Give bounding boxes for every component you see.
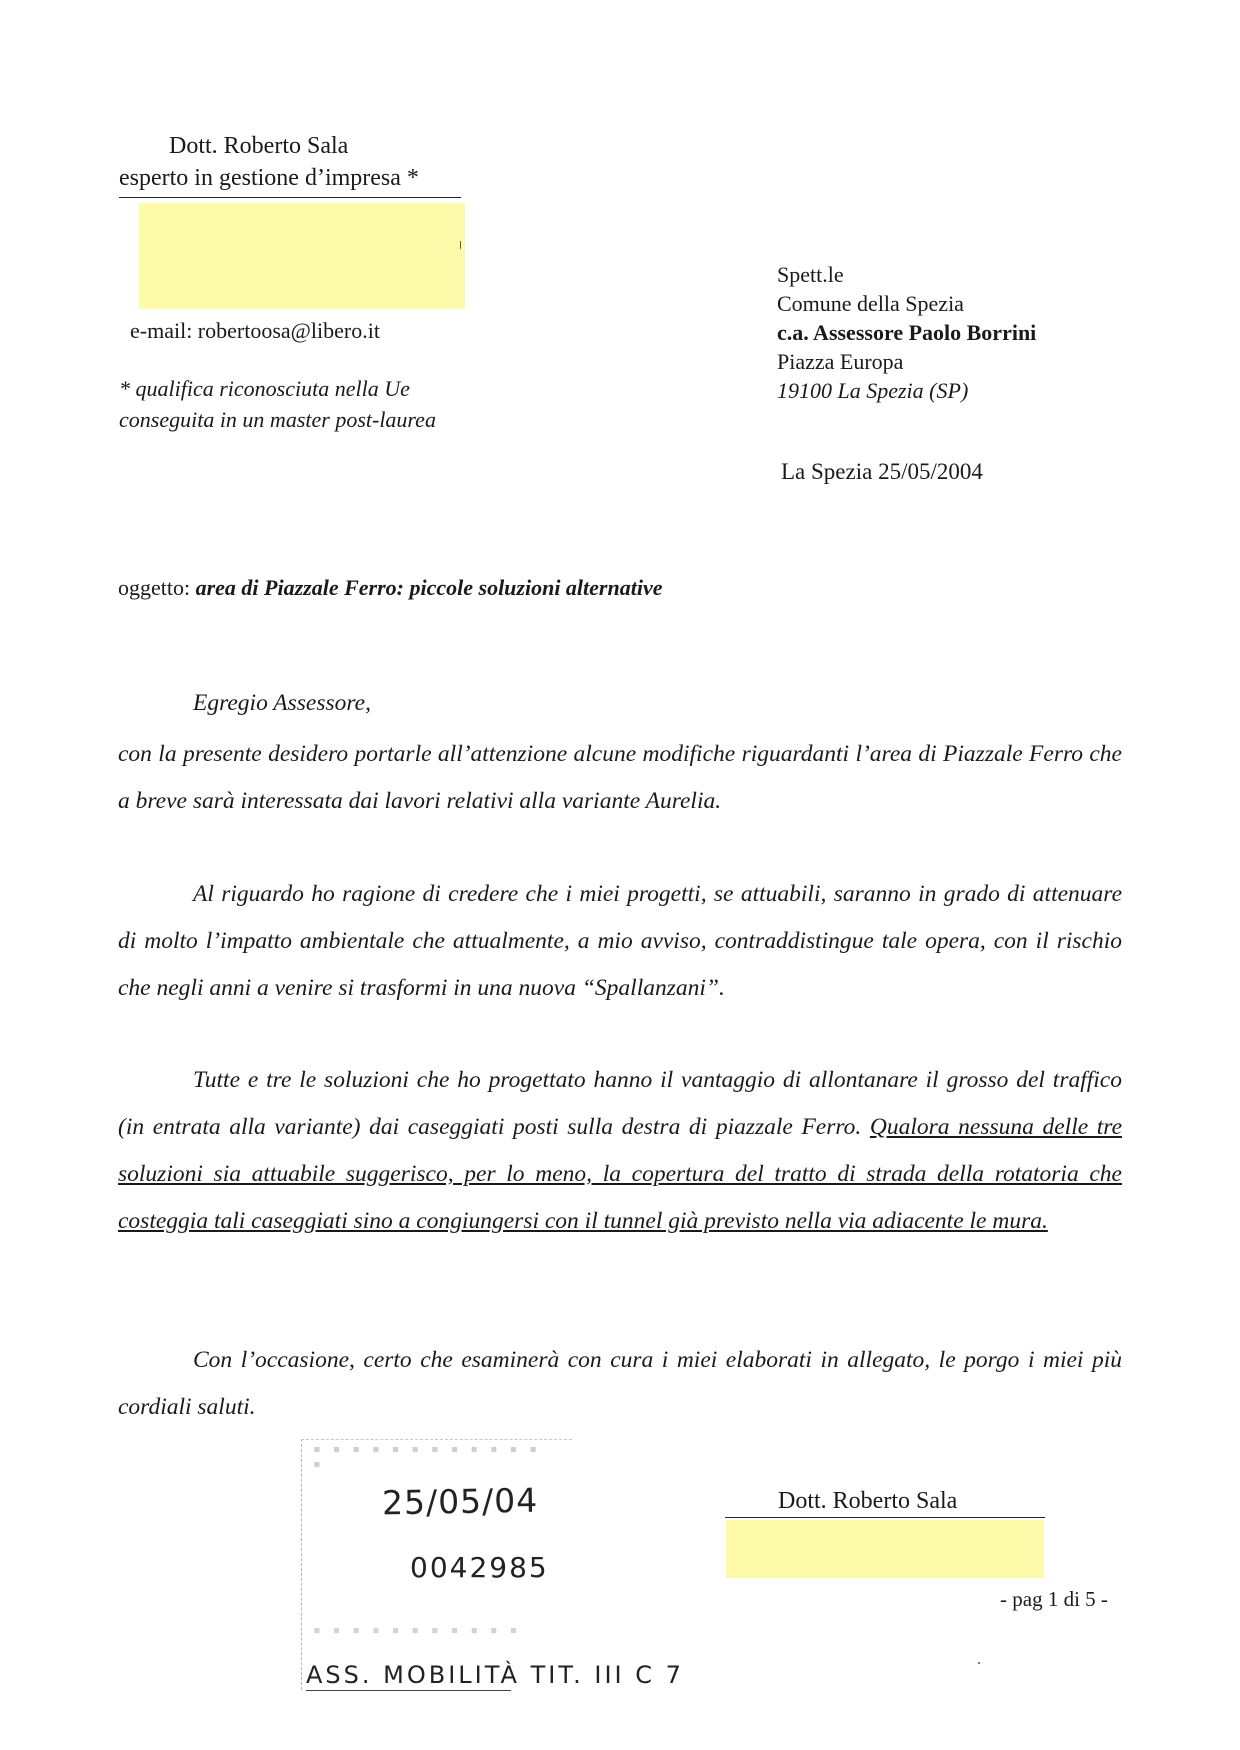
signature-name: Dott. Roberto Sala bbox=[778, 1488, 958, 1514]
subject-line bbox=[118, 575, 662, 601]
qualifica-line-1: * qualifica riconosciuta nella Ue bbox=[119, 376, 410, 401]
stamp-faint-footer: ▪ ▪ ▪ ▪ ▪ ▪ ▪ ▪ ▪ ▪ ▪ bbox=[313, 1623, 520, 1638]
body-paragraph-1: con la presente desidero portarle all’attenzione alcune modifiche riguardanti l’area di Piazzale Ferro che a breve sarà interessata dai lavori relativi alla variante Aurelia. bbox=[118, 741, 1122, 814]
letter-date: La Spezia 25/05/2004 bbox=[781, 459, 983, 484]
scan-speck bbox=[460, 241, 461, 249]
stamp-protocol-number: 0042985 bbox=[410, 1551, 549, 1584]
redaction-box-address bbox=[139, 203, 465, 309]
recipient-line-4: Piazza Europa bbox=[777, 349, 904, 374]
sender-title-underline bbox=[119, 197, 461, 198]
body-paragraph-3-underlined: Qualora nessuna delle tre soluzioni sia attuabile suggerisco, per lo meno, la copertura del tratto di strada della rotatoria che costeggia tali caseggiati sino a congiungersi con il tunnel già previsto nella via adiacente le mura. bbox=[118, 1114, 1122, 1234]
greeting: Egregio Assessore, bbox=[193, 690, 371, 716]
recipient-line-1: Spett.le bbox=[777, 262, 844, 287]
sender-email: e-mail: robertoosa@libero.it bbox=[130, 318, 380, 343]
stamp-handwritten-underline bbox=[306, 1690, 511, 1691]
recipient-line-5: 19100 La Spezia (SP) bbox=[777, 378, 969, 403]
sender-name: Dott. Roberto Sala bbox=[169, 133, 349, 159]
stamp-faint-header: ▪ ▪ ▪ ▪ ▪ ▪ ▪ ▪ ▪ ▪ ▪ ▪ ▪ bbox=[313, 1442, 540, 1472]
body-paragraph-2: Al riguardo ho ragione di credere che i miei progetti, se attuabili, saranno in grado di attenuare di molto l’impatto ambientale che attualmente, a mio avviso, contraddistingue tale opera, con il rischio che negli anni a venire si trasformi in una nuova “Spallanzani”. bbox=[118, 881, 1122, 1001]
body-paragraph-3-plain: Tutte e tre le soluzioni che ho progettato hanno il vantaggio di allontanare il grosso del traffico (in entrata alla variante) dai caseggiati posti sulla destra di piazzale Ferro. bbox=[118, 1067, 1122, 1140]
subject-label: oggetto: bbox=[118, 575, 191, 600]
qualifica-note bbox=[119, 373, 436, 435]
qualifica-line-2: conseguita in un master post-laurea bbox=[119, 407, 436, 432]
stamp-date: 25/05/04 bbox=[381, 1480, 539, 1523]
redaction-box-signature bbox=[726, 1520, 1044, 1578]
page-number: - pag 1 di 5 - bbox=[1000, 1587, 1108, 1611]
subject-text: area di Piazzale Ferro: piccole soluzioni alternative bbox=[195, 575, 663, 600]
scan-speck bbox=[978, 1662, 980, 1664]
recipient-line-2: Comune della Spezia bbox=[777, 291, 964, 316]
signature-rule bbox=[725, 1517, 1045, 1518]
body-paragraph-4: Con l’occasione, certo che esaminerà con cura i miei elaborati in allegato, le porgo i miei più cordiali saluti. bbox=[118, 1347, 1122, 1420]
recipient-line-3: c.a. Assessore Paolo Borrini bbox=[777, 320, 1037, 345]
body-paragraph-3 bbox=[118, 1057, 1122, 1245]
recipient-address bbox=[777, 260, 1036, 405]
stamp-handwritten-note: ASS. MOBILITÀ TIT. III C 7 bbox=[306, 1661, 684, 1689]
sender-title: esperto in gestione d’impresa * bbox=[119, 165, 419, 191]
